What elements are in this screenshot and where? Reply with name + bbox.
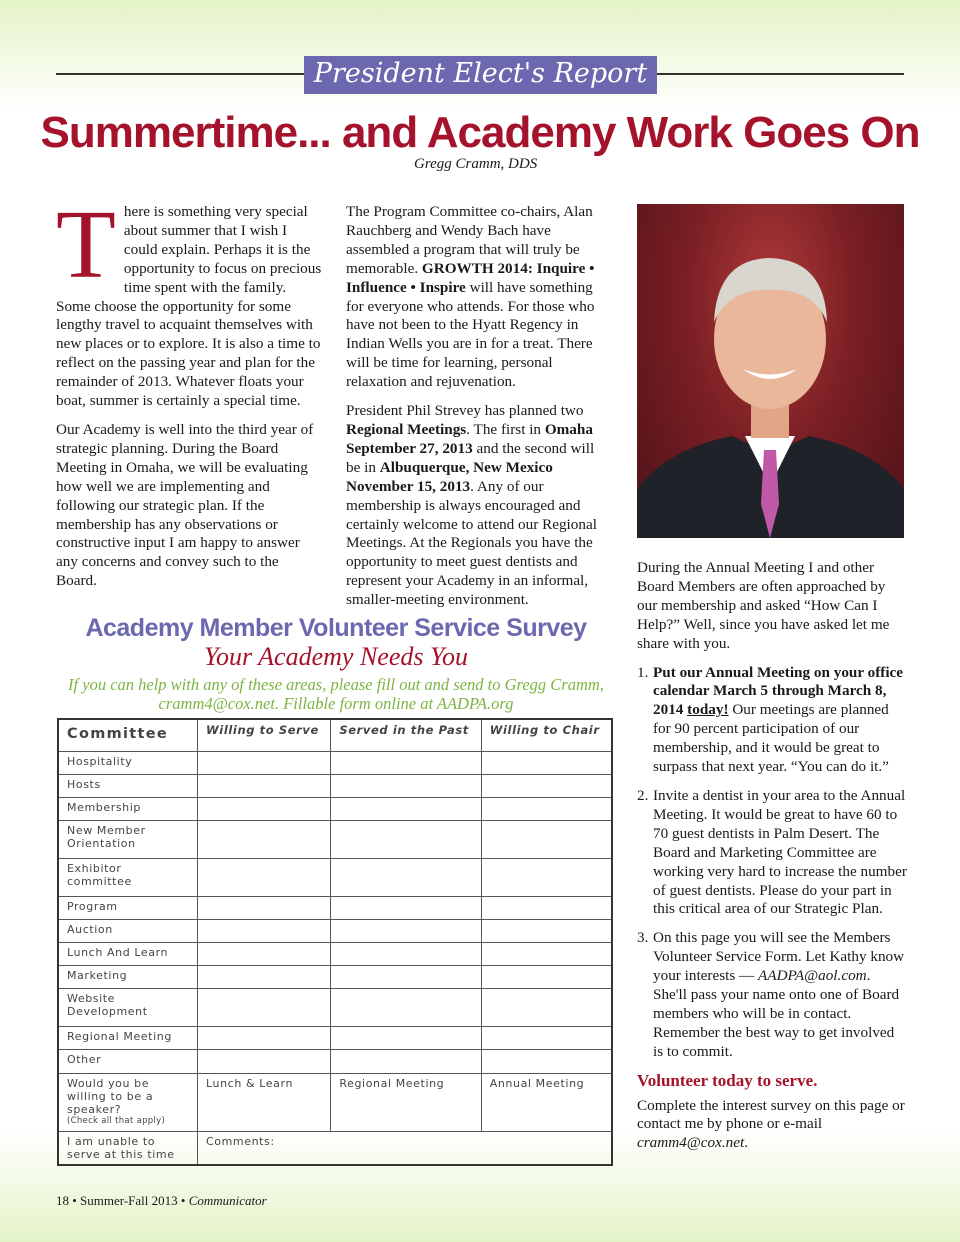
list-item xyxy=(637,787,907,919)
checkbox-cell[interactable] xyxy=(481,989,612,1027)
article-column-1 xyxy=(56,191,322,601)
drop-cap: T xyxy=(56,191,116,299)
checkbox-cell[interactable] xyxy=(331,943,481,966)
checkbox-cell[interactable] xyxy=(331,896,481,919)
paragraph-regional-meetings xyxy=(346,402,610,610)
paragraph-closing xyxy=(637,1097,907,1154)
checkbox-cell[interactable] xyxy=(198,919,331,942)
page-footer xyxy=(56,1193,267,1209)
committee-label: Website Development xyxy=(58,989,198,1027)
checkbox-cell[interactable] xyxy=(481,896,612,919)
table-row xyxy=(58,797,612,820)
paragraph-strategic-planning: Our Academy is well into the third year of strategic planning. During the Board Meeting in Omaha, we will be evaluating how well we are implementing and following our strategic plan. If the membership has any observations or constructive input I am happy to answer any concerns and convey such to the Board. xyxy=(56,420,314,590)
email-link[interactable]: cramm4@cox.net xyxy=(637,1134,745,1152)
header-rule-left xyxy=(56,73,304,75)
checkbox-cell[interactable] xyxy=(481,966,612,989)
footer-page-info: 18 • Summer-Fall 2013 • xyxy=(56,1193,186,1208)
checkbox-cell[interactable] xyxy=(198,751,331,774)
text-span: On this page you will see the Members Volunteer Service Form. Let Kathy know your interests — xyxy=(653,929,905,985)
checkbox-cell[interactable] xyxy=(198,797,331,820)
committee-label: Exhibitor committee xyxy=(58,858,198,896)
survey-subtitle: Your Academy Needs You xyxy=(203,642,469,671)
table-row xyxy=(58,989,612,1027)
checkbox-cell[interactable] xyxy=(331,919,481,942)
committee-label: Program xyxy=(58,896,198,919)
text-span: . She'll pass your name onto one of Board members who will be in contact. Remember the best way to get involved is to commit. xyxy=(653,967,900,1060)
checkbox-cell[interactable] xyxy=(331,1027,481,1050)
text-span: . The first in xyxy=(466,420,542,438)
text-span: Our meetings are planned for 90 percent participation of our membership, and it would be great to surpass that next year. “You can do it.” xyxy=(653,701,889,776)
speaker-option-lunch-learn[interactable]: Lunch & Learn xyxy=(198,1073,331,1131)
committee-label: Other xyxy=(58,1050,198,1073)
committee-label: Hosts xyxy=(58,774,198,797)
survey-title: Academy Member Volunteer Service Survey xyxy=(85,614,587,642)
paragraph-intro xyxy=(56,191,322,411)
checkbox-cell[interactable] xyxy=(481,820,612,858)
checkbox-cell[interactable] xyxy=(198,1027,331,1050)
column-header-served-in-past: Served in the Past xyxy=(331,719,481,751)
text-span: will have something for everyone who attends. For those who have not been to the Hyatt Regency in Indian Wells you are in for a treat. There will be time for learning, personal relaxation and rejuvenation. xyxy=(346,278,595,391)
table-row xyxy=(58,1050,612,1073)
checkbox-cell[interactable] xyxy=(481,919,612,942)
table-row xyxy=(58,943,612,966)
text-bold-underline: today! xyxy=(687,701,729,719)
volunteer-heading: Volunteer today to serve. xyxy=(637,1070,818,1090)
checkbox-cell[interactable] xyxy=(331,966,481,989)
paragraph-program xyxy=(346,203,610,392)
checkbox-cell[interactable] xyxy=(331,751,481,774)
committee-label: Lunch And Learn xyxy=(58,943,198,966)
text-span: . xyxy=(744,1134,748,1152)
table-row xyxy=(58,774,612,797)
email-link[interactable]: AADPA@aol.com xyxy=(758,967,867,985)
text-span: and the second will be in xyxy=(346,439,595,476)
table-row xyxy=(58,919,612,942)
speaker-option-annual-meeting[interactable]: Annual Meeting xyxy=(481,1073,612,1131)
list-number: 1. xyxy=(637,663,649,681)
committee-label: Regional Meeting xyxy=(58,1027,198,1050)
portrait-illustration xyxy=(637,204,904,538)
table-header-row xyxy=(58,719,612,751)
byline: Gregg Cramm, DDS xyxy=(414,156,538,172)
checkbox-cell[interactable] xyxy=(331,1050,481,1073)
text-bold: Regional Meetings xyxy=(346,420,467,438)
footer-publication: Communicator xyxy=(188,1193,267,1208)
checkbox-cell[interactable] xyxy=(331,820,481,858)
checkbox-cell[interactable] xyxy=(331,989,481,1027)
text-span: President Phil Strevey has planned two xyxy=(346,402,584,420)
paragraph-how-can-i-help: During the Annual Meeting I and other Board Members are often approached by our membership and asked “How Can I Help?” Well, since you have asked let me share with you. xyxy=(637,559,890,652)
checkbox-cell[interactable] xyxy=(481,1027,612,1050)
checkbox-cell[interactable] xyxy=(198,896,331,919)
checkbox-cell[interactable] xyxy=(481,774,612,797)
text-bold: GROWTH 2014: Inquire • Influence • Inspire xyxy=(346,259,595,296)
table-row xyxy=(58,751,612,774)
header-rule-right xyxy=(657,73,904,75)
checkbox-cell[interactable] xyxy=(331,774,481,797)
text-bold: Omaha September 27, 2013 xyxy=(346,420,593,457)
text-span: The Program Committee co-chairs, Alan Rauchberg and Wendy Bach have assembled a program that will truly be memorable. xyxy=(346,203,593,277)
section-banner: President Elect's Report xyxy=(304,56,657,94)
volunteer-survey-table xyxy=(57,718,613,1166)
unable-row xyxy=(58,1131,612,1165)
committee-label: Marketing xyxy=(58,966,198,989)
committee-label: Hospitality xyxy=(58,751,198,774)
list-item xyxy=(637,929,907,1061)
table-row xyxy=(58,896,612,919)
speaker-label-cell xyxy=(58,1073,198,1131)
list-number: 2. xyxy=(637,786,649,804)
speaker-option-regional-meeting[interactable]: Regional Meeting xyxy=(331,1073,481,1131)
checkbox-cell[interactable] xyxy=(198,966,331,989)
table-row xyxy=(58,966,612,989)
text-bold: Put our Annual Meeting on your office calendar March 5 through March 8, 2014 xyxy=(653,663,904,719)
table-row xyxy=(58,820,612,858)
checkbox-cell[interactable] xyxy=(198,774,331,797)
checkbox-cell[interactable] xyxy=(331,858,481,896)
committee-label: New Member Orientation xyxy=(58,820,198,858)
column-header-willing-to-serve: Willing to Serve xyxy=(198,719,331,751)
text-bold: Albuquerque, New Mexico November 15, 2013 xyxy=(346,458,553,495)
text-span: Complete the interest survey on this page or contact me by phone or e-mail xyxy=(637,1096,905,1133)
column-header-committee: Committee xyxy=(58,719,198,751)
author-photo xyxy=(637,204,904,538)
checkbox-cell[interactable] xyxy=(481,751,612,774)
paragraph-intro-text: here is something very special about summer that I wish I could explain. Perhaps it is the opportunity to focus on precious time spent with the family. Some choose the opportunity for some lengthy travel to acquaint themselves with new places or to explore. It is also a time to reflect on the passing year and plan for the remainder of 2013. Whatever floats your boat, summer is certainly a special time. xyxy=(56,203,322,410)
speaker-row xyxy=(58,1073,612,1131)
help-list xyxy=(637,664,907,1062)
text-span: . Any of our membership is always encouraged and certainly welcome to attend our Regional Meetings. At the Regionals you have the opportunity to meet guest dentists and represent your Academy in an informal, smaller-meeting environment. xyxy=(346,477,597,609)
comments-field[interactable]: Comments: xyxy=(198,1131,613,1165)
table-row xyxy=(58,858,612,896)
column-header-willing-to-chair: Willing to Chair xyxy=(481,719,612,751)
checkbox-cell[interactable] xyxy=(481,943,612,966)
checkbox-cell[interactable] xyxy=(198,989,331,1027)
text-span: Invite a dentist in your area to the Annual Meeting. It would be great to have 60 to 70 guest dentists in Palm Desert. The Board and Marketing Committee are working very hard to increase the number of guest dentists. Please do your part in this critical area of our Strategic Plan. xyxy=(653,786,907,918)
survey-instructions: If you can help with any of these areas, please fill out and send to Gregg Cramm, cramm4@cox.net. Fillable form online at AADPA.org xyxy=(68,675,604,713)
checkbox-cell[interactable] xyxy=(198,943,331,966)
list-number: 3. xyxy=(637,929,649,947)
unable-to-serve-label[interactable]: I am unable to serve at this time xyxy=(58,1131,198,1165)
checkbox-cell[interactable] xyxy=(198,1050,331,1073)
checkbox-cell[interactable] xyxy=(331,797,481,820)
checkbox-cell[interactable] xyxy=(481,1050,612,1073)
speaker-hint: (Check all that apply) xyxy=(67,1115,166,1126)
checkbox-cell[interactable] xyxy=(198,820,331,858)
checkbox-cell[interactable] xyxy=(198,858,331,896)
list-item xyxy=(637,664,907,777)
checkbox-cell[interactable] xyxy=(481,797,612,820)
committee-label: Membership xyxy=(58,797,198,820)
article-column-2 xyxy=(346,203,610,620)
page-title: Summertime... and Academy Work Goes On xyxy=(40,108,920,157)
checkbox-cell[interactable] xyxy=(481,858,612,896)
speaker-label: Would you be willing to be a speaker? xyxy=(67,1076,154,1116)
committee-label: Auction xyxy=(58,919,198,942)
article-column-3 xyxy=(637,559,907,1153)
table-row xyxy=(58,1027,612,1050)
